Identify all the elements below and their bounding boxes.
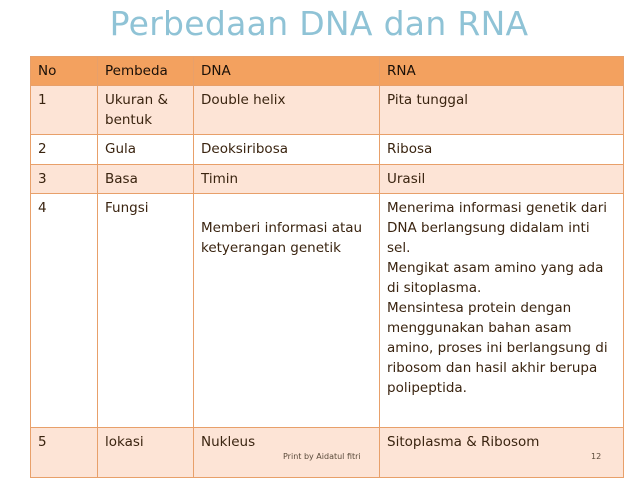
- comparison-table-container: [30, 56, 623, 478]
- table-header-row: [31, 57, 624, 86]
- footer-credit: Print by Aidatul fitri: [283, 452, 361, 461]
- cell-no: 1: [31, 86, 98, 135]
- cell-rna: [380, 194, 624, 428]
- table-row: [31, 194, 624, 428]
- rna-function-line: Mengikat asam amino yang ada di sitoplasma.: [387, 260, 604, 296]
- rna-function-line: Menerima informasi genetik dari DNA berlangsung didalam inti sel.: [387, 200, 607, 256]
- cell-no: 4: [31, 194, 98, 428]
- cell-dna: Deoksiribosa: [194, 135, 380, 165]
- comparison-table: [30, 56, 624, 478]
- table-row: [31, 86, 624, 135]
- cell-no: 3: [31, 165, 98, 194]
- cell-rna: Ribosa: [380, 135, 624, 165]
- header-dna: DNA: [194, 57, 380, 86]
- table-row: [31, 135, 624, 165]
- cell-dna: Nukleus: [194, 428, 380, 478]
- table-row: [31, 165, 624, 194]
- cell-dna: Double helix: [194, 86, 380, 135]
- header-pembeda: Pembeda: [98, 57, 194, 86]
- cell-aspect: Ukuran & bentuk: [98, 86, 194, 135]
- cell-rna: Urasil: [380, 165, 624, 194]
- cell-dna: [194, 194, 380, 428]
- header-rna: RNA: [380, 57, 624, 86]
- header-no: No: [31, 57, 98, 86]
- slide-title: Perbedaan DNA dan RNA: [109, 4, 529, 43]
- cell-aspect: lokasi: [98, 428, 194, 478]
- cell-aspect: Basa: [98, 165, 194, 194]
- cell-dna: Timin: [194, 165, 380, 194]
- cell-aspect: Gula: [98, 135, 194, 165]
- page-number: 12: [591, 452, 602, 461]
- cell-rna: Pita tunggal: [380, 86, 624, 135]
- cell-no: 5: [31, 428, 98, 478]
- rna-function-line: Mensintesa protein dengan menggunakan bahan asam amino, proses ini berlangsung di ribosom dan hasil akhir berupa polipeptida.: [387, 300, 608, 396]
- cell-rna: Sitoplasma & Ribosom: [380, 428, 624, 478]
- dna-function-text: Memberi informasi atau ketyerangan genetik: [201, 220, 363, 256]
- cell-no: 2: [31, 135, 98, 165]
- cell-aspect: Fungsi: [98, 194, 194, 428]
